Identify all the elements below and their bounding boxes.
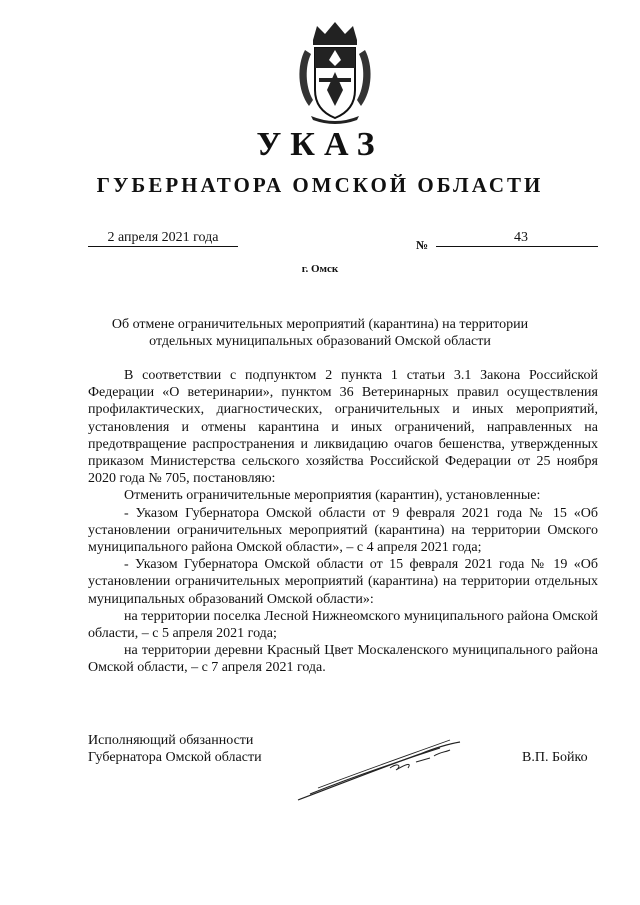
- body-paragraph: - Указом Губернатора Омской области от 9 февраля 2021 года № 15 «Об установлении ограничительных мероприятий (карантина) на территории Омского муниципального района Омской области», – с 4 апреля 2021 года;: [88, 505, 598, 556]
- body-paragraph: Отменить ограничительные мероприятия (карантин), установленные:: [124, 488, 541, 504]
- number-underline: [436, 230, 598, 247]
- heading-line: Об отмене ограничительных мероприятий (карантина) на территории: [111, 317, 529, 332]
- signatory-position: [88, 732, 262, 766]
- body-paragraph: на территории деревни Красный Цвет Москаленского муниципального района Омской области, – с 7 апреля 2021 года.: [88, 643, 598, 676]
- number-sign: №: [416, 238, 429, 252]
- body-paragraph: - Указом Губернатора Омской области от 15 февраля 2021 года № 19 «Об установлении ограничительных мероприятий (карантина) на территории отдельных муниципальных образований Омской области»:: [88, 557, 598, 607]
- body-paragraph: на территории поселка Лесной Нижнеомского муниципального района Омской области, – с 5 апреля 2021 года;: [88, 608, 598, 642]
- handwritten-signature-icon: [290, 728, 470, 808]
- date-value: 2 апреля 2021 года: [107, 230, 219, 245]
- document-title: УКАЗ: [256, 126, 384, 163]
- body-paragraph: В соответствии с подпунктом 2 пункта 1 статьи 3.1 Закона Российской Федерации «О ветеринарии», пунктом 36 Ветеринарных правил осуществления профилактических, диагностических, ограничительных и иных мероприятий, установления и отмены карантина и иных ограничений, направленных на предотвращение распространения и ликвидацию очагов бешенства, утвержденных приказом Министерства сельского хозяйства Российской Федерации от 25 ноября 2020 года № 705, постановляю:: [88, 368, 598, 487]
- city-label: г. Омск: [301, 263, 339, 275]
- position-line: Исполняющий обязанности: [88, 733, 254, 748]
- number-value: 43: [514, 230, 528, 245]
- signatory-name: В.П. Бойко: [522, 750, 588, 765]
- date-field: [88, 230, 238, 247]
- position-line: Губернатора Омской области: [88, 750, 262, 765]
- document-body: [88, 367, 598, 677]
- coat-of-arms-icon: [295, 20, 375, 124]
- document-heading: [100, 316, 540, 350]
- heading-line: отдельных муниципальных образований Омской области: [149, 334, 491, 349]
- document-subtitle: ГУБЕРНАТОРА ОМСКОЙ ОБЛАСТИ: [96, 173, 544, 197]
